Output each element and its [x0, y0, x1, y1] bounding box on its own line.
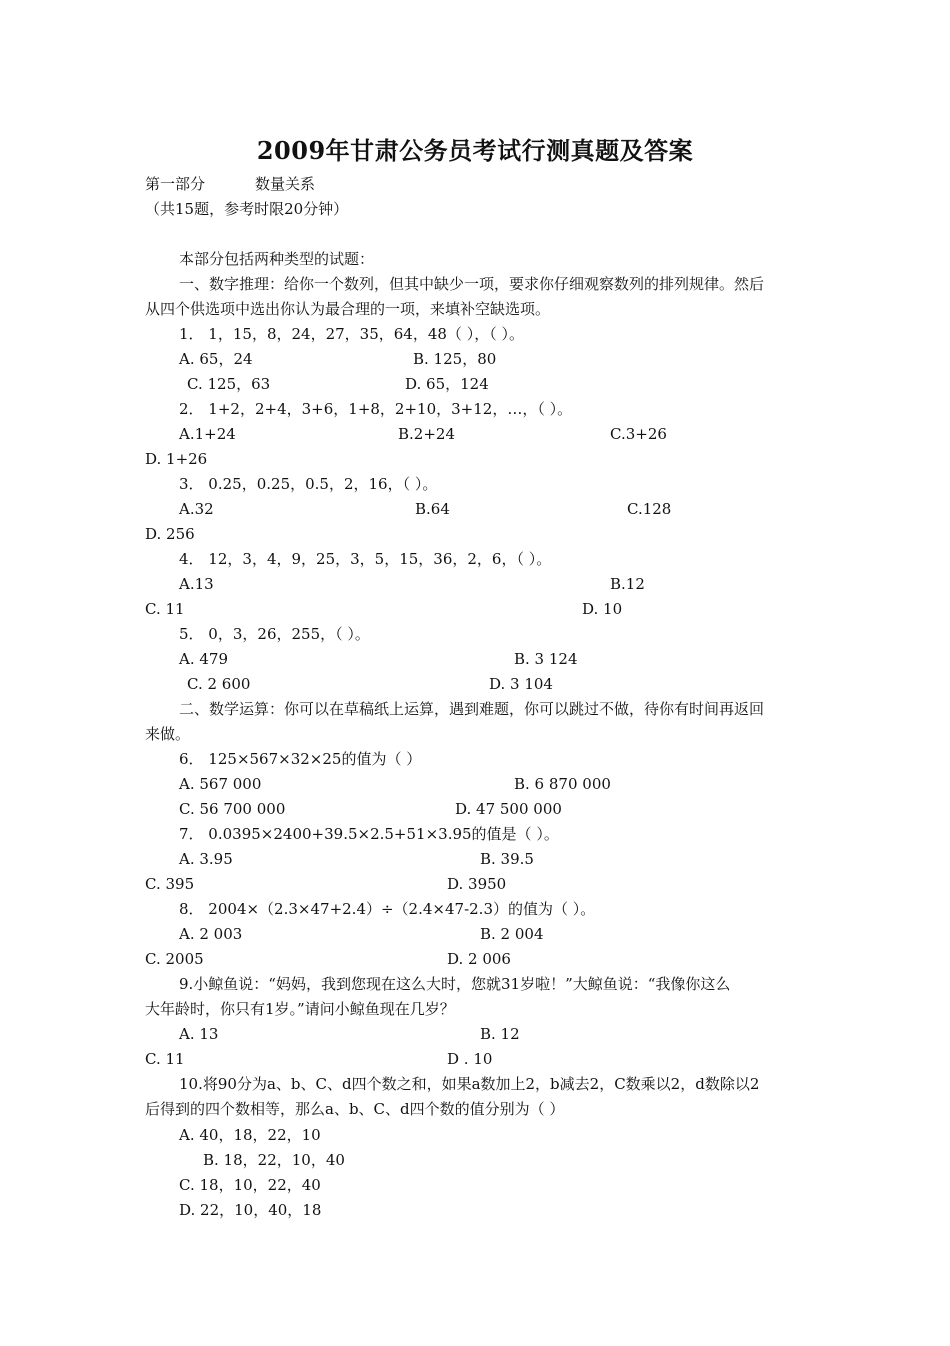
q6-option-a: A. 567 000: [179, 775, 262, 793]
q4-option-d: D. 10: [582, 600, 623, 618]
q9-option-a: A. 13: [179, 1025, 219, 1043]
q8-option-b: B. 2 004: [480, 925, 544, 943]
q8-stem: 8． 2004×（2.3×47+2.4）÷（2.4×47-2.3）的值为（ ）。: [179, 900, 596, 918]
q5-stem: 5． 0，3，26，255，（ ）。: [179, 625, 370, 643]
section2-line1: 二、数学运算：你可以在草稿纸上运算，遇到难题，你可以跳过不做，待你有时间再返回: [179, 700, 765, 718]
q2-option-b: B.2+24: [398, 425, 455, 443]
section2-line2: 来做。: [145, 725, 191, 743]
q4-stem: 4． 12，3，4，9，25，3，5，15，36，2，6，（ ）。: [179, 550, 552, 568]
q3-option-a: A.32: [179, 500, 214, 518]
q6-option-c: C. 56 700 000: [179, 800, 286, 818]
q7-stem: 7． 0.0395×2400+39.5×2.5+51×3.95的值是（ ）。: [179, 825, 559, 843]
q7-option-a: A. 3.95: [179, 850, 233, 868]
q1-option-a: A. 65，24: [179, 350, 253, 368]
q3-option-c: C.128: [627, 500, 672, 518]
q2-stem: 2． 1+2，2+4，3+6，1+8，2+10，3+12，…，（ ）。: [179, 400, 573, 418]
q10-line2: 后得到的四个数相等，那么a、b、C、d四个数的值分别为（ ）: [145, 1100, 565, 1118]
q6-option-b: B. 6 870 000: [514, 775, 611, 793]
q10-option-a: A. 40，18，22，10: [179, 1126, 321, 1144]
section1-line1: 一、数字推理：给你一个数列，但其中缺少一项，要求你仔细观察数列的排列规律。然后: [179, 275, 765, 293]
q5-option-a: A. 479: [179, 650, 228, 668]
q7-option-b: B. 39.5: [480, 850, 534, 868]
q6-option-d: D. 47 500 000: [455, 800, 562, 818]
q9-line2: 大年龄时，你只有1岁。”请问小鲸鱼现在几岁？: [145, 1000, 455, 1018]
q2-option-d: D. 1+26: [145, 450, 208, 468]
q9-option-d: D . 10: [447, 1050, 493, 1068]
section1-line2: 从四个供选项中选出你认为最合理的一项，来填补空缺选项。: [145, 300, 551, 318]
q9-option-c: C. 11: [145, 1050, 185, 1068]
q7-option-c: C. 395: [145, 875, 195, 893]
q8-option-a: A. 2 003: [179, 925, 243, 943]
q10-option-c: C. 18，10，22，40: [179, 1176, 321, 1194]
q5-option-d: D. 3 104: [489, 675, 553, 693]
q9-line1: 9.小鲸鱼说：“妈妈，我到您现在这么大时，您就31岁啦！”大鲸鱼说：“我像你这么: [179, 975, 731, 993]
q1-option-d: D. 65，124: [405, 375, 489, 393]
q10-option-d: D. 22，10，40，18: [179, 1201, 322, 1219]
q3-option-b: B.64: [415, 500, 450, 518]
part-label: 第一部分: [145, 175, 206, 193]
q4-option-a: A.13: [179, 575, 214, 593]
q9-option-b: B. 12: [480, 1025, 520, 1043]
q3-stem: 3． 0.25，0.25，0.5，2，16，（ ）。: [179, 475, 438, 493]
q6-stem: 6． 125×567×32×25的值为（ ）: [179, 750, 422, 768]
q8-option-c: C. 2005: [145, 950, 204, 968]
q2-option-a: A.1+24: [179, 425, 236, 443]
q2-option-c: C.3+26: [610, 425, 667, 443]
part-note: （共15题，参考时限20分钟）: [145, 200, 349, 218]
q5-option-c: C. 2 600: [187, 675, 251, 693]
document-title: 2009年甘肃公务员考试行测真题及答案: [256, 136, 694, 165]
q4-option-b: B.12: [610, 575, 645, 593]
q10-line1: 10.将90分为a、b、C、d四个数之和，如果a数加上2，b减去2，C数乘以2，d数除以2: [179, 1075, 760, 1093]
q4-option-c: C. 11: [145, 600, 185, 618]
q1-option-b: B. 125，80: [413, 350, 497, 368]
q1-option-c: C. 125，63: [187, 375, 271, 393]
q5-option-b: B. 3 124: [514, 650, 578, 668]
q8-option-d: D. 2 006: [447, 950, 511, 968]
q3-option-d: D. 256: [145, 525, 195, 543]
intro-text: 本部分包括两种类型的试题：: [179, 250, 375, 268]
part-name: 数量关系: [255, 175, 316, 193]
q1-stem: 1． 1，15，8，24，27，35，64，48（ ），（ ）。: [179, 325, 524, 343]
q7-option-d: D. 3950: [447, 875, 507, 893]
q10-option-b: B. 18，22，10，40: [203, 1151, 345, 1169]
